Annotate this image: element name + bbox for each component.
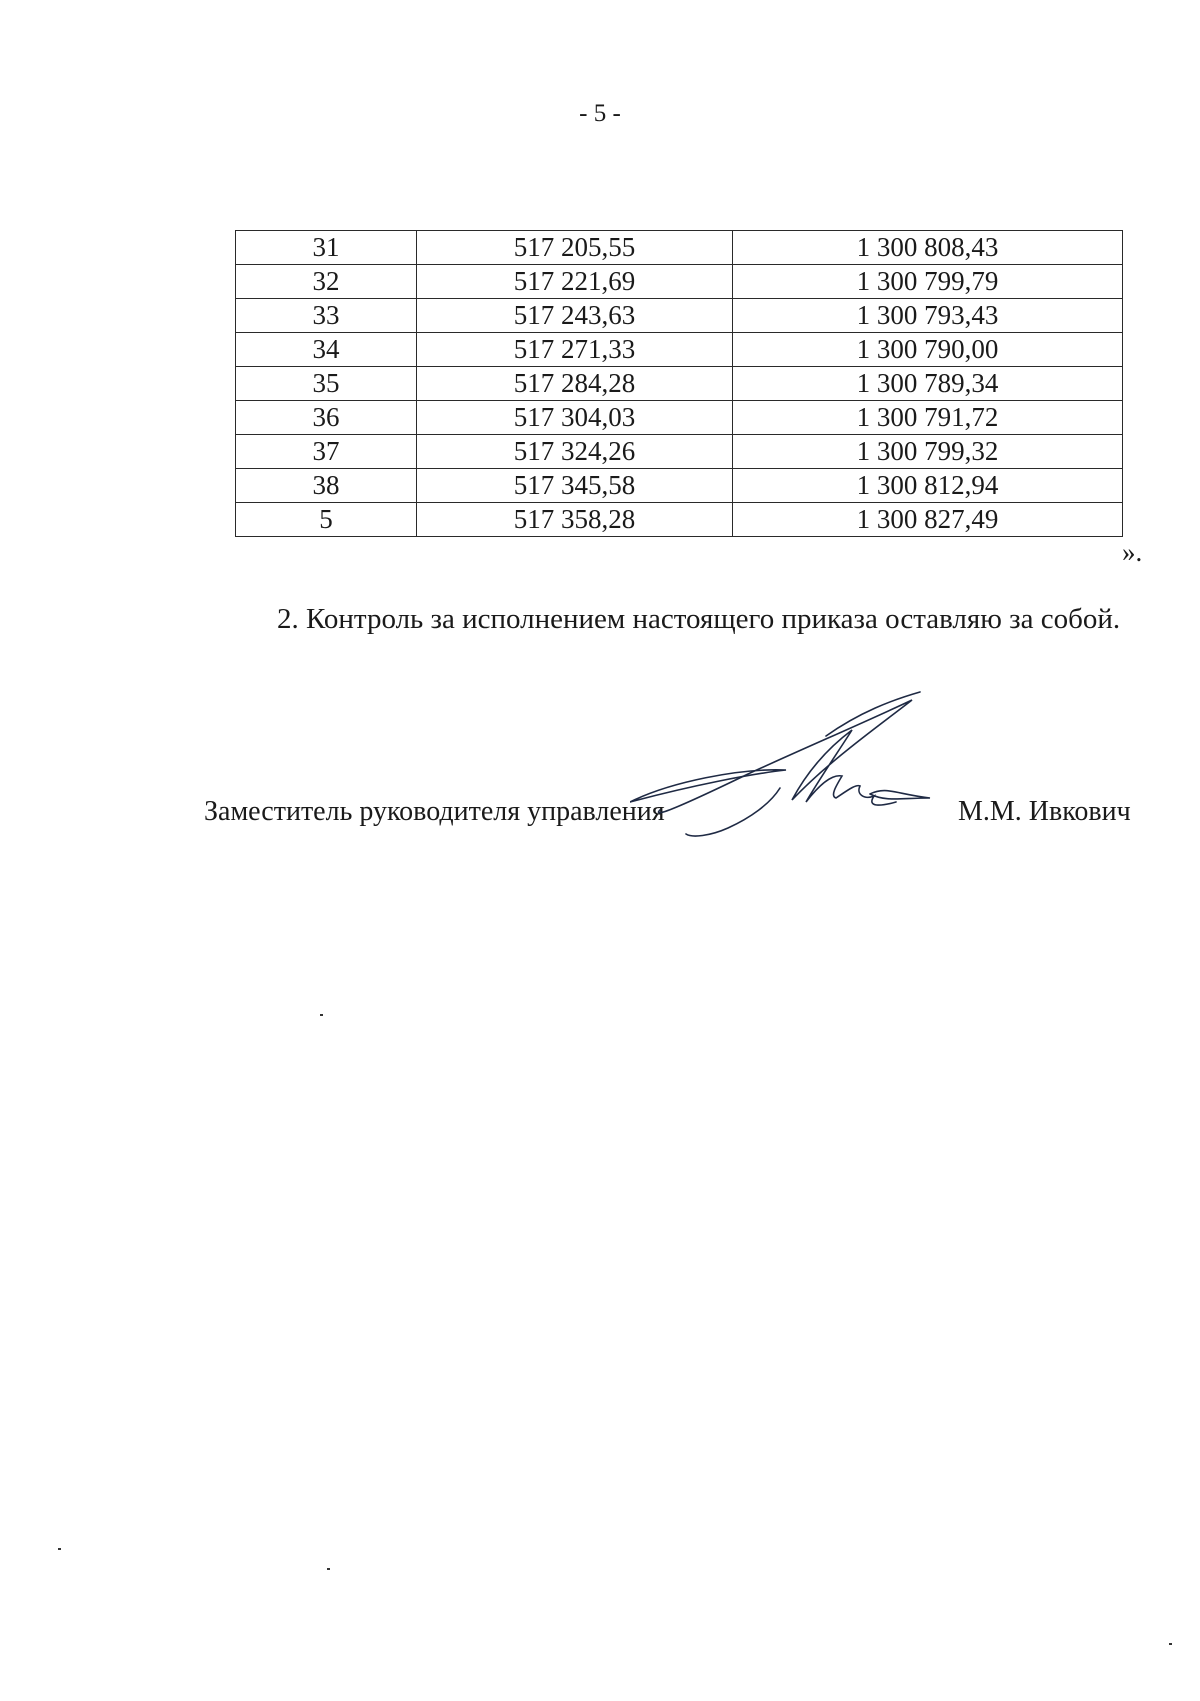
- x-coordinate-cell: 517 243,63: [417, 299, 733, 333]
- point-number-cell: 33: [236, 299, 417, 333]
- scan-speck: [58, 1548, 61, 1550]
- point-number-cell: 31: [236, 231, 417, 265]
- y-coordinate-cell: 1 300 793,43: [733, 299, 1123, 333]
- coordinates-table-body: [236, 231, 1123, 537]
- table-row: [236, 367, 1123, 401]
- x-coordinate-cell: 517 205,55: [417, 231, 733, 265]
- signatory-title: Заместитель руководителя управления: [204, 796, 665, 827]
- point-number-cell: 5: [236, 503, 417, 537]
- handwritten-signature: [630, 690, 970, 850]
- y-coordinate-cell: 1 300 791,72: [733, 401, 1123, 435]
- x-coordinate-cell: 517 358,28: [417, 503, 733, 537]
- scan-speck: [320, 1014, 323, 1016]
- x-coordinate-cell: 517 324,26: [417, 435, 733, 469]
- point-number-cell: 32: [236, 265, 417, 299]
- y-coordinate-cell: 1 300 812,94: [733, 469, 1123, 503]
- x-coordinate-cell: 517 221,69: [417, 265, 733, 299]
- table-row: [236, 435, 1123, 469]
- y-coordinate-cell: 1 300 790,00: [733, 333, 1123, 367]
- x-coordinate-cell: 517 271,33: [417, 333, 733, 367]
- point-number-cell: 35: [236, 367, 417, 401]
- x-coordinate-cell: 517 345,58: [417, 469, 733, 503]
- page-number: - 5 -: [579, 100, 621, 127]
- table-row: [236, 469, 1123, 503]
- table-row: [236, 265, 1123, 299]
- closing-quote: ».: [1122, 537, 1143, 567]
- coordinates-table: [235, 230, 1123, 537]
- y-coordinate-cell: 1 300 799,32: [733, 435, 1123, 469]
- table-row: [236, 333, 1123, 367]
- point-number-cell: 34: [236, 333, 417, 367]
- signatory-name: М.М. Ивкович: [958, 796, 1131, 827]
- scan-speck: [1169, 1643, 1172, 1645]
- table-row: [236, 503, 1123, 537]
- point-number-cell: 36: [236, 401, 417, 435]
- y-coordinate-cell: 1 300 808,43: [733, 231, 1123, 265]
- table-row: [236, 231, 1123, 265]
- point-number-cell: 38: [236, 469, 417, 503]
- y-coordinate-cell: 1 300 827,49: [733, 503, 1123, 537]
- scan-speck: [327, 1568, 330, 1570]
- table-row: [236, 401, 1123, 435]
- point-number-cell: 37: [236, 435, 417, 469]
- clause-2-text: 2. Контроль за исполнением настоящего приказа оставляю за собой.: [277, 603, 1121, 635]
- y-coordinate-cell: 1 300 789,34: [733, 367, 1123, 401]
- x-coordinate-cell: 517 284,28: [417, 367, 733, 401]
- x-coordinate-cell: 517 304,03: [417, 401, 733, 435]
- table-row: [236, 299, 1123, 333]
- y-coordinate-cell: 1 300 799,79: [733, 265, 1123, 299]
